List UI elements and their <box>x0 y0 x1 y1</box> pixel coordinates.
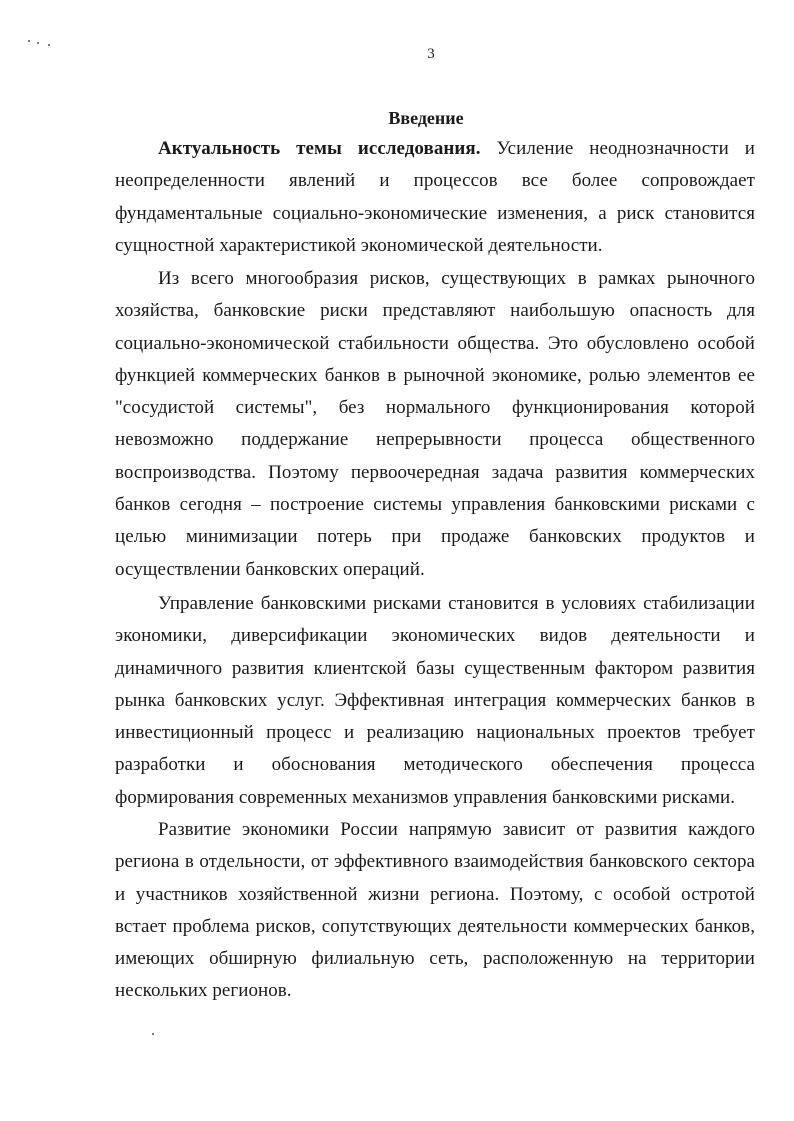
paragraph: Из всего многообразия рисков, существующих в рамках рыночного хозяйства, банковские риски представляют наибольшую опасность для социально-экономической стабильности общества. Это обусловлено особой функцией коммерческих банков в рыночной экономике, ролью элементов ее "сосудистой системы", без нормального функционирования которой невозможно поддержание непрерывности процесса общественного воспроизводства. Поэтому первоочередная задача развития коммерческих банков сегодня – построение системы управления банковскими рисками с целью минимизации потерь при продаже банковских продуктов и осуществлении банковских операций. <box>115 268 755 580</box>
scan-speck <box>28 40 30 42</box>
paragraph: Развитие экономики России напрямую зависит от развития каждого региона в отдельности, от эффективного взаимодействия банковского сектора и участников хозяйственной жизни региона. Поэтому, с особой остротой встает проблема рисков, сопутствующих деятельности коммерческих банков, имеющих обширную филиальную сеть, расположенную на территории нескольких регионов. <box>115 819 755 1002</box>
paragraph-text: Усиление неоднозначности и неопределенности явлений и процессов все более сопровождает фундаментальные социально-экономические изменения, а риск становится сущностной характеристикой экономической деятельности. <box>115 138 755 256</box>
paragraph: Управление банковскими рисками становится в условиях стабилизации экономики, диверсификации экономических видов деятельности и динамичного развития клиентской базы существенным фактором развития рынка банковских услуг. Эффективная интеграция коммерческих банков в инвестиционный процесс и реализацию национальных проектов требует разработки и обоснования методического обеспечения процесса формирования современных механизмов управления банковскими рисками. <box>115 593 755 808</box>
page-number: 3 <box>427 46 435 62</box>
section-heading: Введение <box>388 108 464 128</box>
paragraph-lead: Актуальность темы исследования. <box>158 138 481 159</box>
scan-speck <box>152 1033 154 1035</box>
paragraph-relevance <box>115 133 755 262</box>
